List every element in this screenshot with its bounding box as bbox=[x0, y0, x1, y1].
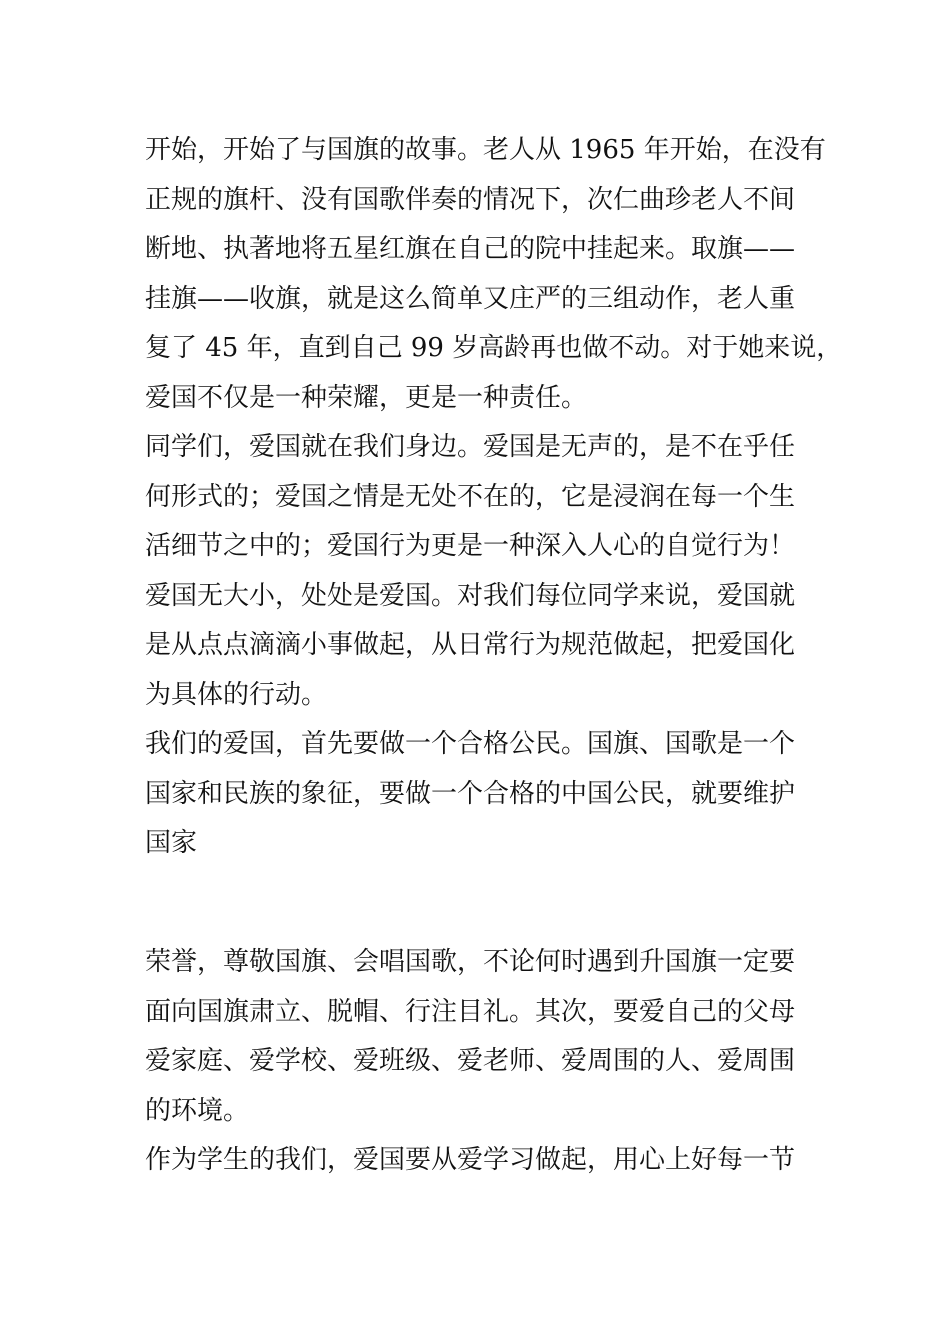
text-line: 复了 45 年，直到自己 99 岁高龄再也做不动。对于她来说， bbox=[145, 333, 843, 363]
text-line: 活细节之中的；爱国行为更是一种深入人心的自觉行为！ bbox=[145, 531, 796, 561]
text-line: 正规的旗杆、没有国歌伴奏的情况下，次仁曲珍老人不间 bbox=[145, 184, 796, 215]
text-line: 爱国无大小，处处是爱国。对我们每位同学来说，爱国就 bbox=[145, 580, 796, 611]
text-line: 断地、执著地将五星红旗在自己的院中挂起来。取旗—— bbox=[145, 234, 796, 264]
text-line: 国家和民族的象征，要做一个合格的中国公民，就要维护 bbox=[145, 778, 796, 809]
text-line: 的环境。 bbox=[145, 1095, 250, 1126]
text-line: 我们的爱国，首先要做一个合格公民。国旗、国歌是一个 bbox=[145, 729, 796, 759]
text-line: 为具体的行动。 bbox=[145, 679, 328, 710]
text-line: 何形式的；爱国之情是无处不在的，它是浸润在每一个生 bbox=[145, 481, 796, 512]
text-line: 是从点点滴滴小事做起，从日常行为规范做起，把爱国化 bbox=[145, 630, 796, 660]
text-line: 同学们，爱国就在我们身边。爱国是无声的，是不在乎任 bbox=[145, 432, 796, 462]
text-line: 作为学生的我们，爱国要从爱学习做起，用心上好每一节 bbox=[145, 1145, 796, 1175]
text-block-lower bbox=[145, 938, 835, 1186]
text-line: 爱家庭、爱学校、爱班级、爱老师、爱周围的人、爱周围 bbox=[145, 1046, 796, 1076]
text-line: 挂旗——收旗，就是这么简单又庄严的三组动作，老人重 bbox=[145, 283, 796, 314]
text-line: 荣誉，尊敬国旗、会唱国歌，不论何时遇到升国旗一定要 bbox=[145, 947, 796, 977]
text-block-upper bbox=[145, 126, 843, 869]
text-line: 爱国不仅是一种荣耀，更是一种责任。 bbox=[145, 382, 588, 413]
text-line: 面向国旗肃立、脱帽、行注目礼。其次，要爱自己的父母 bbox=[145, 996, 796, 1027]
text-line: 国家 bbox=[145, 828, 198, 858]
text-line: 开始，开始了与国旗的故事。老人从 1965 年开始，在没有 bbox=[145, 135, 826, 165]
